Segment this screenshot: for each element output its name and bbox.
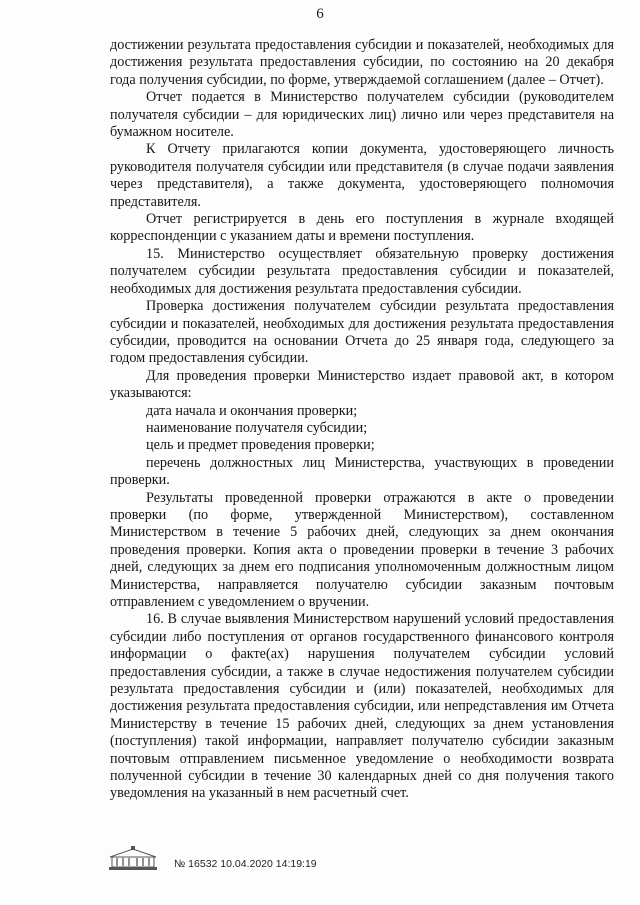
- paragraph-report-submission: Отчет подается в Министерство получателем субсидии (руководителем получателя субсидии – для юридических лиц) лично или через представителя на бумажном носителе.: [110, 89, 614, 141]
- paragraph-clause-16: 16. В случае выявления Министерством нарушений условий предоставления субсидии либо поступления от органов государственного финансового контроля информации о факте(ах) нарушения получателем субсидии условий предоставления субсидии, а также в случае недостижения получателем субсидии результата предоставления субсидии и (или) показателей, необходимых для достижения результата предоставления субсидии, или непредставления им Отчета Министерству в течение 15 рабочих дней, следующих за днем установления (поступления) такой информации, направляет получателю субсидии заказным почтовым отправлением письменное уведомление о необходимости возврата полученной субсидии в течение 30 календарных дней со дня получения такого уведомления на указанный в нем расчетный счет.: [110, 611, 614, 802]
- list-item-purpose: цель и предмет проведения проверки;: [146, 437, 375, 454]
- paragraph-continuation: достижении результата предоставления субсидии и показателей, необходимых для достижения результата предоставления субсидии, по состоянию на 20 декабря года получения субсидии, по форме, утверждаемой соглашением (далее – Отчет).: [110, 37, 614, 88]
- list-item-recipient-name: наименование получателя субсидии;: [146, 419, 368, 436]
- paragraph-verification-basis: Проверка достижения получателем субсидии результата предоставления субсидии и показателей, необходимых для достижения результата предоставления субсидии, проводится на основании Отчета до 25 января года, следующего за годом предоставления субсидии.: [110, 298, 614, 367]
- paragraph-verification-results: Результаты проведенной проверки отражаются в акте о проведении проверки (по форме, утвержденной Министерством), составленном Министерством в течение 5 рабочих дней, следующих за днем окончания проведения проверки. Копия акта о проведении проверки в течение 3 рабочих дней, следующих за днем его подписания уполномоченным должностным лицом Министерства, направляется получателю субсидии заказным почтовым отправлением с уведомлением о вручении.: [110, 489, 614, 610]
- registration-stamp: № 16532 10.04.2020 14:19:19: [174, 858, 317, 870]
- building-stamp-icon: [108, 846, 158, 872]
- paragraph-clause-15: 15. Министерство осуществляет обязательную проверку достижения получателем субсидии результата предоставления субсидии и показателей, необходимых для достижения результата предоставления субсидии.: [110, 245, 614, 297]
- list-item-dates: дата начала и окончания проверки;: [146, 402, 358, 419]
- paragraph-legal-act: Для проведения проверки Министерство издает правовой акт, в котором указываются:: [110, 367, 614, 402]
- page-number: 6: [316, 6, 324, 22]
- page-footer: [108, 846, 528, 876]
- document-body: [110, 37, 614, 803]
- paragraph-report-registration: Отчет регистрируется в день его поступления в журнале входящей корреспонденции с указанием даты и времени поступления.: [110, 211, 614, 245]
- list-item-officials: перечень должностных лиц Министерства, участвующих в проведении проверки.: [110, 454, 614, 489]
- paragraph-report-attachments: К Отчету прилагаются копии документа, удостоверяющего личность руководителя получателя субсидии или представителя (в случае подачи заявления через представителя), а также документа, удостоверяющего полномочия представителя.: [110, 141, 614, 210]
